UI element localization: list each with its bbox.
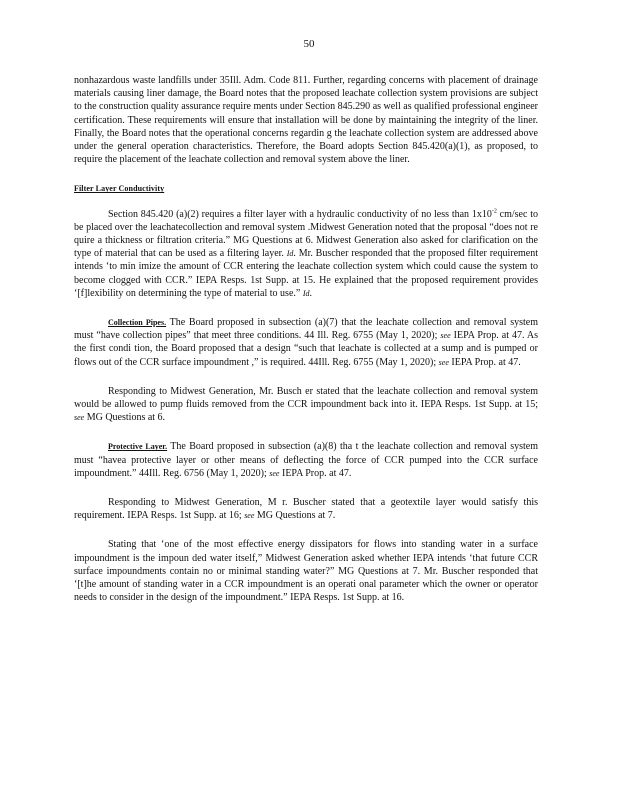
p3-see-1: see xyxy=(440,331,451,341)
p3-see-2: see xyxy=(438,357,449,367)
p3-text-c: IEPA Prop. at 47. xyxy=(451,356,521,368)
p4-see: see xyxy=(74,413,85,423)
paragraph-liner-placement: nonhazardous waste landfills under 35Ill. Adm. Code 811. Further, regarding concerns with placement of drainage materials causing liner damage, the Board notes that the proposed leachate collection system provisions are subject to the construction quality assurance require ments under Section 845.290 as well as qualified professional engineer certification. These requirements will ensure that installation will be done by maintaining the integrity of the liner. Finally, the Board notes that the operational concerns regardin g the leachate collection system are addressed above under the general operation characteristics. Therefore, the Board adopts Section 845.420(a)(1), as proposed, to require the placement of the leachate collection and removal system above the liner. xyxy=(74,75,538,166)
section-heading-filter-layer xyxy=(74,182,538,195)
p5-text-a: The Board proposed in subsection (a)(8) tha t the leachate collection and removal system must “havea protective layer or other means of deflecting the force of CCR pumped into the CCR surface impoundment.” 44Ill. Reg. 6756 (May 1, 2020); xyxy=(74,441,538,479)
p2-citation-id-1: Id xyxy=(286,249,294,259)
heading-filter-layer-conductivity: Filter Layer Conductivity xyxy=(74,184,165,194)
paragraph-protective-layer xyxy=(74,440,538,480)
p4-text-a: Responding to Midwest Generation, Mr. Busch er stated that the leachate collection and removal system would be allowed to pump fluids removed from the CCR impoundment back into it. IEPA Resps. 1st Supp. at 15; xyxy=(74,385,538,411)
p6-see: see xyxy=(244,511,255,521)
p5-text-b: IEPA Prop. at 47. xyxy=(281,467,352,479)
paragraph-collection-pipes xyxy=(74,316,538,369)
p2-citation-id-2: Id xyxy=(302,288,310,298)
p2-text-a: Section 845.420 (a)(2) requires a filter layer with a hydraulic conductivity of no less than 1x10 xyxy=(108,208,492,220)
p6-text-a: Responding to Midwest Generation, M r. Buscher stated that a geotextile layer would satisfy this requirement. IEPA Resps. 1st Supp. at 16; xyxy=(74,497,538,522)
subheading-protective-layer: Protective Layer. xyxy=(108,442,168,452)
subheading-collection-pipes: Collection Pipes. xyxy=(108,318,167,328)
p2-text-d: . xyxy=(309,287,312,299)
p5-see: see xyxy=(269,468,280,478)
p2-exponent: -2 xyxy=(491,208,497,215)
page-number: 50 xyxy=(303,38,315,50)
p2-text-b: cm/sec to be placed over the leachatecollection and removal system .Midwest Generation noted that the proposal “does not re quire a thickness or filtration criteria.” MG Questions at 6. Midwest Generation also asked for clarification on the type of material that can be used as a filtering layer. xyxy=(74,208,539,260)
p4-text-b: MG Questions at 6. xyxy=(86,412,166,424)
p3-text-a: The Board proposed in subsection (a)(7) that the leachate collection and removal system must “have collection pipes” that meet three conditions. 44 Ill. Reg. 6755 (May 1, 2020); xyxy=(74,317,538,342)
p3-text-b: IEPA Prop. at 47. As the first condi tion, the Board proposed that a design “such that leachate is collected at a sump and is pumped or flows out of the CCR surface impoundment ,” is required. 44Ill. Reg. 6755 (May 1, 2020); xyxy=(74,330,539,368)
p2-text-c: . Mr. Buscher responded that the proposed filter requirement intends ‘to min imize the amount of CCR entering the leachate collection system which could cause the system to become clogged with CCR.” IEPA Resps. 1st Supp. at 15. He explained that the proposed requirement provides ‘[f]lexibility on determining the type of material to use.” xyxy=(74,248,539,299)
document-body xyxy=(74,74,538,605)
paragraph-geotextile-response xyxy=(74,496,538,522)
paragraph-pump-response xyxy=(74,385,538,425)
p6-text-b: MG Questions at 7. xyxy=(256,510,336,522)
paragraph-filter-layer xyxy=(74,208,538,300)
paragraph-standing-water: Stating that ‘one of the most effective energy dissipators for flows into standing water in a surface impoundment is the impoun ded water itself,” Midwest Generation asked whether IEPA intends ‘that future CCR surface impoundments contain no or minimal standing water?” MG Questions at 7. Mr. Buscher responded that ‘[t]he amount of standing water in a CCR impoundment is an operati onal parameter which the owner or operator needs to consider in the design of the impoundment.” IEPA Resps. 1st Supp. at 16. xyxy=(74,539,538,604)
